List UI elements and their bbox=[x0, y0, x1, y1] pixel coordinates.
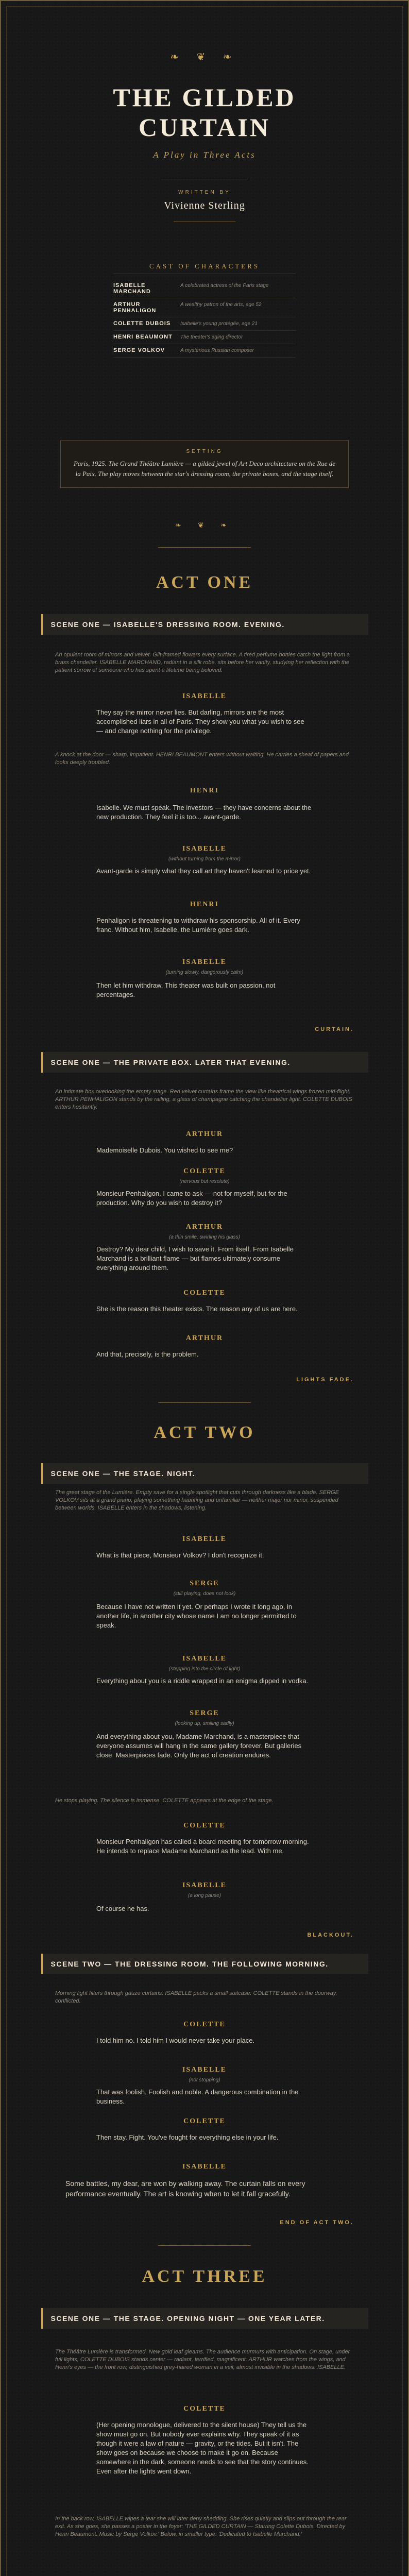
parenthetical: (nervous but resolute) bbox=[179, 1179, 230, 1184]
stage-direction: A knock at the door — sharp, impatient. HENRI BEAUMONT enters without waiting. He carries a sheaf of papers and looks deeply troubled. bbox=[55, 752, 349, 766]
cast-name: ISABELLE MARCHAND bbox=[113, 279, 180, 298]
dialogue: Monsieur Penhaligon. I came to ask — not for myself, but for the production. Why do you wish to destroy it? bbox=[96, 1190, 287, 1207]
character-name: COLETTE bbox=[183, 2117, 226, 2125]
cast-desc: The theater's aging director bbox=[180, 331, 296, 344]
stage-direction: In the back row, ISABELLE wipes a tear she will later deny shedding. She rises quietly and slips out through the rear exit. As she goes, she passes a poster in the foyer: 'THE GILDED CURTAIN — Starring Colette Dubois. Directed by Henri Beaumont. Music by Serge Volkov.' Below, in smaller type: 'Dedicated to Isabelle Marchand.' bbox=[55, 2516, 347, 2537]
cast-desc: A mysterious Russian composer bbox=[180, 344, 296, 358]
dialogue: Then stay. Fight. You've fought for everything else in your life. bbox=[96, 2133, 279, 2141]
transition: LIGHTS FADE. bbox=[296, 1377, 354, 1383]
cast-row bbox=[113, 279, 296, 298]
stage-direction: The Théâtre Lumière is transformed. New gold leaf gleams. The audience murmurs with anticipation. On stage, under full lights, COLETTE DUBOIS stands center — radiant, terrified, magnificent. ARTHUR watches from the wings, and Henri's eyes — the front row, distinguished grey-haired woman in a veil, almost invisible in the shadows. ISABELLE. bbox=[55, 2349, 350, 2370]
parenthetical: (without turning from the mirror) bbox=[168, 856, 241, 862]
dialogue: Penhaligon is threatening to withdraw his sponsorship. All of it. Every franc. Without him, Isabelle, the Lumière goes dark. bbox=[96, 917, 300, 934]
stage-direction: The great stage of the Lumière. Empty save for a single spotlight that cuts through darkness like a blade. SERGE VOLKOV sits at a grand piano, playing something haunting and unfamiliar — neither major nor minor, suspended between worlds. ISABELLE enters in the shadows, listening. bbox=[55, 1489, 339, 1511]
dialogue: I told him no. I told him I would never take your place. bbox=[96, 2037, 255, 2044]
scene-heading: SCENE ONE — THE STAGE. NIGHT. bbox=[41, 1463, 368, 1484]
character-name: COLETTE bbox=[183, 1167, 226, 1175]
transition: BLACKOUT. bbox=[307, 1932, 354, 1938]
dialogue: Avant-garde is simply what they call art they haven't learned to price yet. bbox=[96, 867, 311, 875]
setting-box bbox=[60, 440, 349, 488]
dialogue: And that, precisely, is the problem. bbox=[96, 1350, 199, 1358]
dialogue: What is that piece, Monsieur Volkov? I don't recognize it. bbox=[96, 1551, 264, 1559]
act-rule bbox=[158, 547, 251, 548]
dialogue: They say the mirror never lies. But darling, mirrors are the most accomplished liars in all of Paris. They show you what you wish to see — and charge nothing for the privilege. bbox=[96, 708, 304, 735]
parenthetical: (stepping into the circle of light) bbox=[168, 1666, 241, 1672]
character-name: HENRI bbox=[190, 787, 219, 794]
dialogue: Monsieur Penhaligon has called a board meeting for tomorrow morning. He intends to replace Madame Marchand as the lead. With me. bbox=[96, 1838, 309, 1855]
transition: CURTAIN. bbox=[315, 1026, 354, 1032]
dialogue: Destroy? My dear child, I wish to save it. From itself. From Isabelle Marchand is a brilliant flame — but flames ultimately consume everything around them. bbox=[96, 1245, 294, 1272]
cast-list bbox=[113, 279, 296, 358]
dialogue: Of course he has. bbox=[96, 1905, 149, 1912]
cast-row bbox=[113, 298, 296, 317]
act-rule bbox=[158, 1402, 251, 1403]
parenthetical: (still playing, does not look) bbox=[173, 1591, 236, 1597]
stage-direction: He stops playing. The silence is immense. COLETTE appears at the edge of the stage. bbox=[55, 1798, 274, 1804]
dialogue: And everything about you, Madame Marchand, is a masterpiece that everyone assumes will hang in the same gallery forever. But galleries close. Masterpieces fade. Only the act of creation endures. bbox=[96, 1733, 302, 1759]
character-name: SERGE bbox=[190, 1580, 219, 1587]
setting-text: Paris, 1925. The Grand Théâtre Lumière — a gilded jewel of Art Deco architecture on the Rue de la Paix. The play moves between the star's dressing room, the private boxes, and the stage itself. bbox=[73, 460, 335, 478]
parenthetical: (turning slowly, dangerously calm) bbox=[165, 970, 244, 975]
character-name: COLETTE bbox=[183, 1289, 226, 1297]
cast-name: ARTHUR PENHALIGON bbox=[113, 298, 180, 317]
character-name: ARTHUR bbox=[185, 1223, 224, 1231]
act-two-title: ACT TWO bbox=[154, 1423, 255, 1442]
character-name: ISABELLE bbox=[182, 1882, 227, 1889]
stage-direction: An opulent room of mirrors and velvet. Gilt-framed flowers every surface. A tired perfume bottles catch the light from a brass chandelier. ISABELLE MARCHAND, radiant in a silk robe, sits before her vanity, studying her reflection with the patient sorrow of someone who has spent a lifetime being beloved. bbox=[55, 652, 350, 673]
parenthetical: (not stopping) bbox=[189, 2077, 220, 2083]
setting-label: SETTING bbox=[186, 449, 223, 454]
parenthetical: (a thin smile, swirling his glass) bbox=[169, 1234, 240, 1240]
cast-row bbox=[113, 331, 296, 344]
character-name: SERGE bbox=[190, 1709, 219, 1717]
cast-name: HENRI BEAUMONT bbox=[113, 331, 180, 344]
play-subtitle: A Play in Three Acts bbox=[153, 150, 256, 160]
scene-heading: SCENE TWO — THE DRESSING ROOM. THE FOLLOWING MORNING. bbox=[41, 1954, 368, 1974]
dialogue: Then let him withdraw. This theater was built on passion, not percentages. bbox=[96, 981, 276, 998]
scene-heading: SCENE ONE — THE STAGE. OPENING NIGHT — ONE YEAR LATER. bbox=[41, 2308, 368, 2329]
character-name: ISABELLE bbox=[182, 1655, 227, 1663]
dialogue: Everything about you is a riddle wrapped in an enigma dipped in vodka. bbox=[96, 1677, 309, 1685]
play-title-line2: CURTAIN bbox=[139, 113, 270, 142]
divider-ornament: ❧ ❦ ❧ bbox=[175, 521, 234, 530]
dialogue: She is the reason this theater exists. The reason any of us are here. bbox=[96, 1305, 298, 1313]
character-name: ARTHUR bbox=[185, 1130, 224, 1138]
transition: END OF ACT TWO. bbox=[280, 2219, 354, 2226]
dialogue: Because I have not written it yet. Or perhaps I wrote it long ago, in another life, in another city whose name I am no longer permitted to speak. bbox=[96, 1603, 297, 1629]
character-name: HENRI bbox=[190, 901, 219, 908]
dialogue: Isabelle. We must speak. The investors — they have concerns about the new production. They feel it is too... avant-garde. bbox=[96, 804, 312, 821]
character-name: ISABELLE bbox=[182, 845, 227, 853]
character-name: COLETTE bbox=[183, 2405, 226, 2413]
character-name: ARTHUR bbox=[185, 1334, 224, 1342]
cast-desc: A wealthy patron of the arts, age 52 bbox=[180, 298, 296, 317]
character-name: ISABELLE bbox=[182, 958, 227, 966]
act-rule bbox=[158, 2245, 251, 2246]
character-name: ISABELLE bbox=[182, 2066, 227, 2074]
dialogue: (Her opening monologue, delivered to the silent house) They tell us the show must go on. But nobody ever explains why. They speak of it as though it were a law of nature — gravity, or the tides. But it isn't. The show goes on because we choose to make it go on. Because somewhere in the dark, someone needs to see that the story continues. Even after the lights went down. bbox=[96, 2421, 309, 2475]
cast-desc: Isabelle's young protégée, age 21 bbox=[180, 317, 296, 331]
play-title-line1: THE GILDED bbox=[113, 83, 296, 112]
stage-direction: An intimate box overlooking the empty stage. Red velvet curtains frame the view like theatrical wings frozen mid-flight. ARTHUR PENHALIGON stands by the railing, a glass of champagne catching the chandelier light. COLETTE DUBOIS enters hesitantly. bbox=[55, 1089, 352, 1110]
parenthetical: (looking up, smiling sadly) bbox=[175, 1721, 234, 1726]
cast-heading: CAST OF CHARACTERS bbox=[149, 262, 260, 270]
cast-desc: A celebrated actress of the Paris stage bbox=[180, 279, 296, 298]
character-name: COLETTE bbox=[183, 2021, 226, 2028]
dialogue: That was foolish. Foolish and noble. A dangerous combination in the business. bbox=[96, 2088, 299, 2105]
cast-name: SERGE VOLKOV bbox=[113, 344, 180, 358]
parenthetical: (a long pause) bbox=[188, 1893, 221, 1899]
cast-row bbox=[113, 317, 296, 331]
character-name: COLETTE bbox=[183, 1822, 226, 1829]
cast-row bbox=[113, 344, 296, 358]
act-three-title: ACT THREE bbox=[142, 2267, 267, 2286]
dialogue: Mademoiselle Dubois. You wished to see me? bbox=[96, 1146, 233, 1154]
dialogue: Some battles, my dear, are won by walking away. The curtain falls on every performance eventually. The art is knowing when to let it fall gracefully. bbox=[65, 2179, 305, 2198]
scene-heading: SCENE ONE — THE PRIVATE BOX. LATER THAT EVENING. bbox=[41, 1052, 368, 1073]
cast-name: COLETTE DUBOIS bbox=[113, 317, 180, 331]
stage-direction: Morning light filters through gauze curtains. ISABELLE packs a small suitcase. COLETTE stands in the doorway, conflicted. bbox=[55, 1990, 337, 2004]
character-name: ISABELLE bbox=[182, 692, 227, 700]
act-one-title: ACT ONE bbox=[156, 573, 253, 592]
character-name: ISABELLE bbox=[182, 1535, 227, 1543]
written-by-label: WRITTEN BY bbox=[178, 190, 231, 195]
character-name: ISABELLE bbox=[182, 2163, 227, 2171]
scene-heading: SCENE ONE — ISABELLE'S DRESSING ROOM. EVENING. bbox=[41, 614, 368, 635]
ornament-top: ❧ ❦ ❧ bbox=[170, 50, 239, 63]
author-name: Vivienne Sterling bbox=[164, 200, 245, 211]
